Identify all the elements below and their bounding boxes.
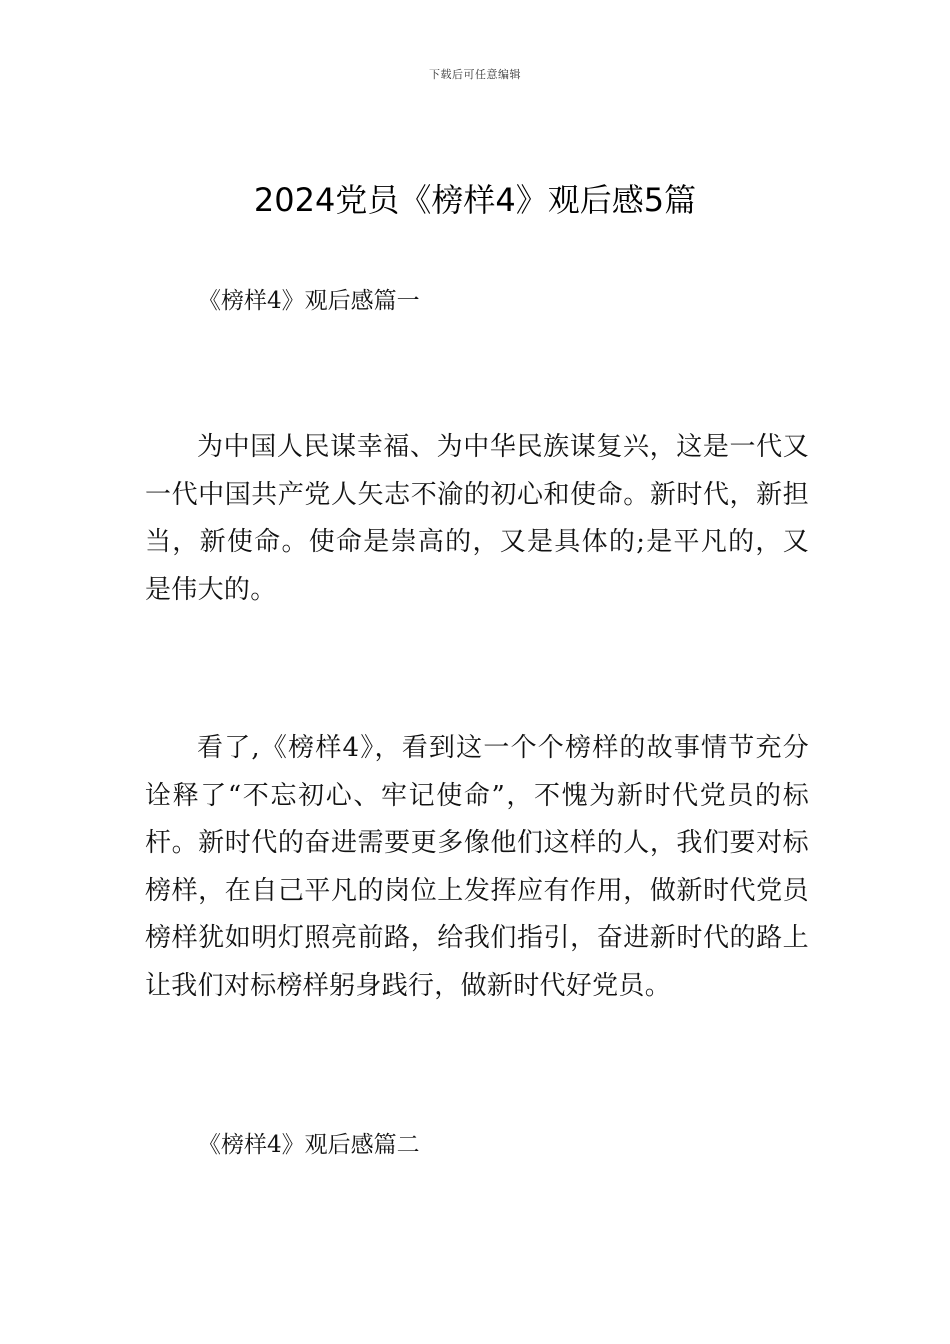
section-heading-1: 《榜样4》观后感篇一: [198, 288, 420, 314]
document-title: 2024党员《榜样4》观后感5篇: [253, 181, 697, 219]
header-note: 下载后可任意编辑: [429, 68, 521, 81]
section-1-paragraph-2: 看了,《榜样4》，看到这一个个榜样的故事情节充分诠释了“不忘初心、牢记使命”，不愧为新时代党员的标杆。新时代的奋进需要更多像他们这样的人，我们要对标榜样，在自己平凡的岗位上发挥应有作用，做新时代党员榜样犹如明灯照亮前路，给我们指引，奋进新时代的路上让我们对标榜样躬身践行，做新时代好党员。: [145, 733, 809, 1001]
section-heading-2: 《榜样4》观后感篇二: [198, 1132, 420, 1158]
section-1-paragraph-1: 为中国人民谋幸福、为中华民族谋复兴，这是一代又一代中国共产党人矢志不渝的初心和使命。新时代，新担当，新使命。使命是崇高的，又是具体的;是平凡的，又是伟大的。: [145, 432, 809, 605]
